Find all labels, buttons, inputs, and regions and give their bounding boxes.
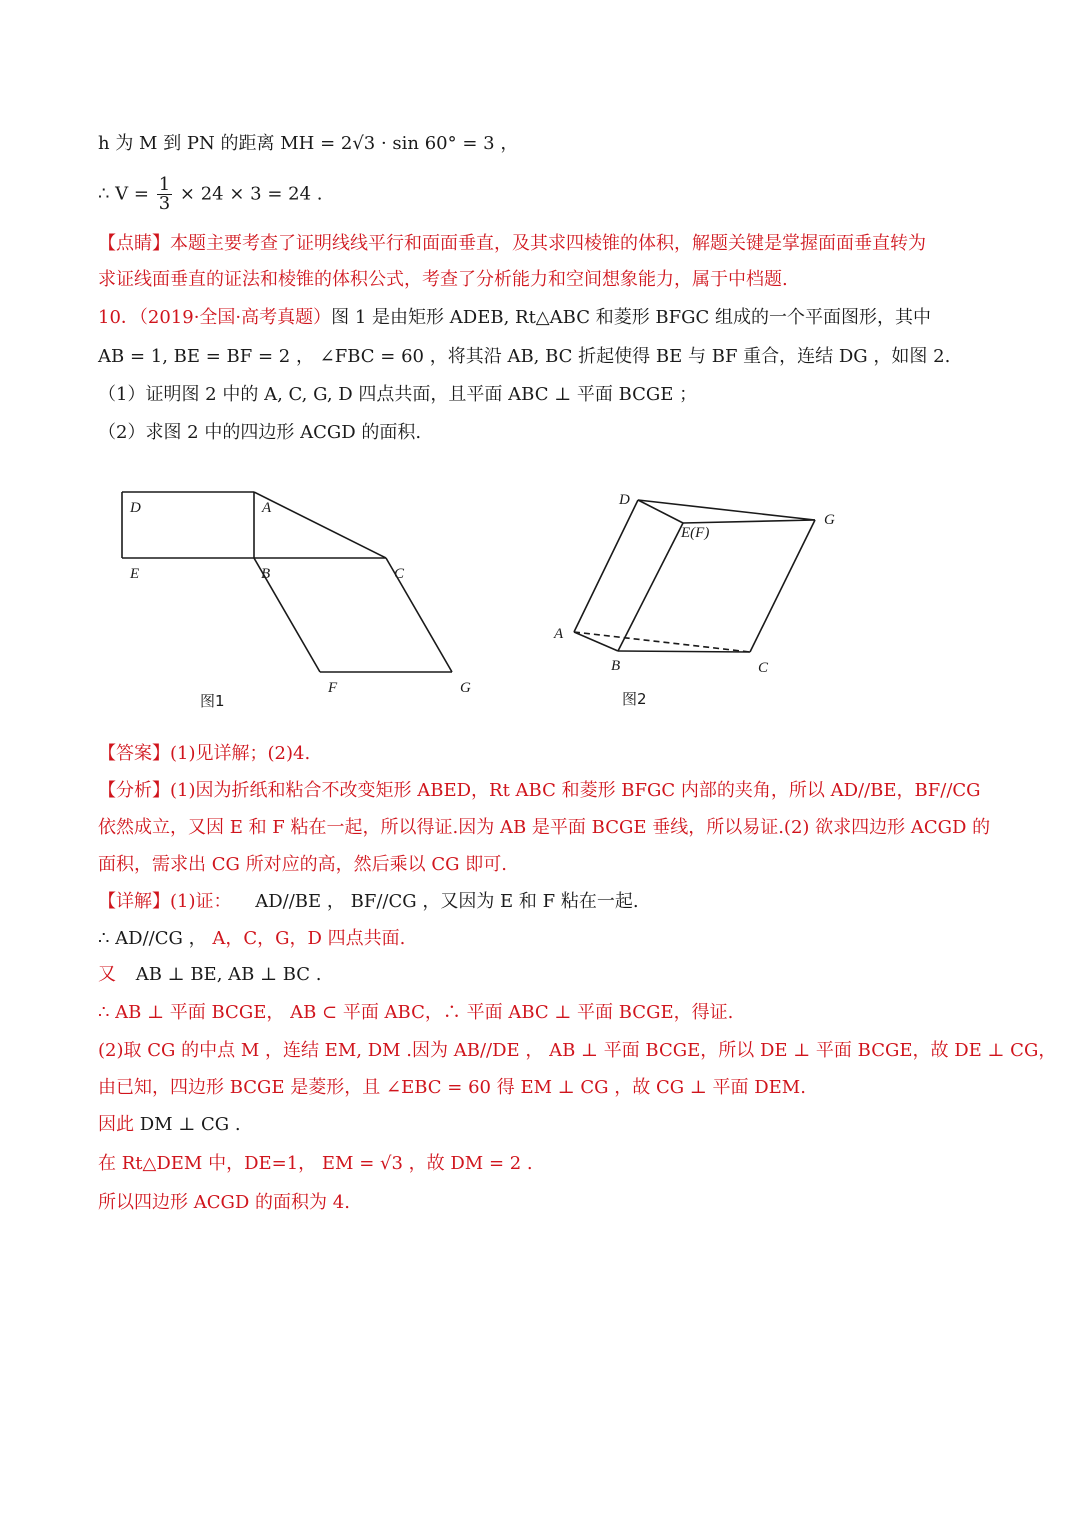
fig2-caption: 图2 — [622, 690, 647, 708]
volume-suffix: × 24 × 3 = 24 . — [179, 183, 323, 205]
fig2-label-ef: E(F) — [681, 525, 710, 541]
detail-head: 【详解】(1)证： — [98, 891, 232, 912]
fig1-label-f: F — [328, 680, 338, 696]
detail-line-4: ∴ AB ⊥ 平面 BCGE， AB ⊂ 平面 ABC，∴ 平面 ABC ⊥ 平面 BCGE，得证. — [98, 1002, 734, 1023]
problem-statement: 图 1 是由矩形 ADEB, Rt△ABC 和菱形 BFGC 组成的一个平面图形，其中 — [331, 307, 932, 328]
answer-line: 【答案】(1)见详解；(2)4. — [98, 743, 311, 764]
fig2-label-g: G — [824, 512, 835, 528]
comment-line-2: 求证线面垂直的证法和棱锥的体积公式，考查了分析能力和空间想象能力，属于中档题. — [98, 269, 788, 290]
line-volume — [98, 176, 322, 213]
problem-given-line: AB = 1, BE = BF = 2 ， ∠FBC = 60 ，将其沿 AB, BC 折起使得 BE 与 BF 重合，连结 DG ，如图 2. — [98, 346, 951, 367]
analysis-line-2: 依然成立，又因 E 和 F 粘在一起，所以得证.因为 AB 是平面 BCGE 垂线，所以易证.(2) 欲求四边形 ACGD 的 — [98, 817, 991, 838]
fig2-label-b: B — [611, 658, 621, 674]
detail-line-2 — [98, 927, 405, 951]
fig1-label-a: A — [262, 500, 272, 516]
detail-line-1 — [98, 890, 639, 914]
fig2-label-a: A — [554, 626, 564, 642]
figure-2 — [540, 480, 860, 720]
question-2: （2）求图 2 中的四边形 ACGD 的面积. — [98, 422, 422, 443]
detail-line-7-prefix: 因此 — [98, 1114, 134, 1135]
comment-line-1: 【点睛】本题主要考查了证明线线平行和面面垂直，及其求四棱锥的体积，解题关键是掌握面面垂直转为 — [98, 233, 926, 254]
figure-1 — [100, 480, 500, 720]
analysis-line-3: 面积，需求出 CG 所对应的高，然后乘以 CG 即可. — [98, 854, 507, 875]
detail-line-2-text: A，C，G，D 四点共面. — [212, 928, 406, 949]
detail-line-6: 由已知，四边形 BCGE 是菱形，且 ∠EBC = 60 得 EM ⊥ CG ，故 CG ⊥ 平面 DEM. — [98, 1077, 806, 1098]
line-distance: h 为 M 到 PN 的距离 MH = 2√3 · sin 60° = 3 ， — [98, 133, 519, 154]
fig1-label-g: G — [460, 680, 471, 696]
detail-line-3-math: AB ⊥ BE, AB ⊥ BC . — [135, 964, 322, 985]
analysis-line-1: 【分析】(1)因为折纸和粘合不改变矩形 ABED，Rt ABC 和菱形 BFGC 内部的夹角，所以 AD//BE，BF//CG — [98, 780, 981, 801]
fig2-label-d: D — [619, 492, 630, 508]
detail-line-5: (2)取 CG 的中点 M ，连结 EM, DM .因为 AB//DE ， AB ⊥ 平面 BCGE，所以 DE ⊥ 平面 BCGE，故 DE ⊥ CG， — [98, 1040, 1057, 1061]
fig1-label-b: B — [261, 566, 271, 582]
fraction-numerator: 1 — [158, 174, 171, 195]
detail-line-8: 在 Rt△DEM 中，DE=1， EM = √3 ，故 DM = 2 . — [98, 1153, 533, 1174]
question-1: （1）证明图 2 中的 A, C, G, D 四点共面，且平面 ABC ⊥ 平面 BCGE ； — [98, 384, 698, 405]
fraction-denominator: 3 — [158, 193, 171, 214]
fraction-one-third — [157, 176, 172, 213]
problem-source: 10．（2019·全国·高考真题） — [98, 307, 332, 328]
detail-line-9: 所以四边形 ACGD 的面积为 4. — [98, 1192, 350, 1213]
detail-line-7-math: DM ⊥ CG . — [139, 1114, 241, 1135]
fig1-label-c: C — [394, 566, 405, 582]
fig2-label-c: C — [758, 660, 769, 676]
volume-prefix: ∴ V = — [98, 183, 149, 205]
fig1-label-e: E — [130, 566, 140, 582]
detail-line-7 — [98, 1113, 241, 1137]
detail-body: AD//BE ， BF//CG ，又因为 E 和 F 粘在一起. — [255, 891, 639, 912]
problem-10-line — [98, 306, 931, 330]
detail-line-3 — [98, 963, 322, 987]
detail-line-3-prefix: 又 — [98, 964, 116, 985]
fig1-caption: 图1 — [200, 692, 225, 710]
detail-line-2-math: ∴ AD//CG ， — [98, 928, 207, 949]
fig1-label-d: D — [130, 500, 141, 516]
